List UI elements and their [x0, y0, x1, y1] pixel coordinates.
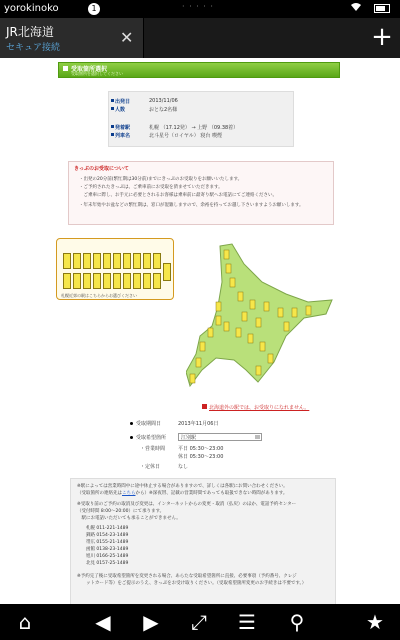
- station-button[interactable]: [63, 273, 71, 289]
- search-icon[interactable]: ⚲: [289, 610, 305, 634]
- station-button[interactable]: [73, 273, 81, 289]
- station-button[interactable]: [83, 253, 91, 269]
- status-username: yorokinoko: [4, 3, 59, 14]
- station-button[interactable]: [123, 253, 131, 269]
- header-marker-icon: [63, 66, 68, 71]
- contact-link[interactable]: こちら: [122, 491, 136, 496]
- pickup-place-row: 受取希望箇所 江別駅: [130, 434, 330, 444]
- bookmark-icon[interactable]: ★: [366, 610, 384, 634]
- bullet-icon: [111, 99, 114, 102]
- sapporo-area-inset[interactable]: [56, 238, 174, 300]
- station-button[interactable]: [113, 253, 121, 269]
- chevron-down-icon: [255, 435, 260, 439]
- station-button[interactable]: [133, 273, 141, 289]
- browser-tab[interactable]: [0, 18, 144, 58]
- bullet-icon: [111, 125, 114, 128]
- station-button-sapporo[interactable]: [163, 263, 171, 281]
- section-title: 受取箇所選択: [71, 66, 108, 73]
- station-button[interactable]: [143, 253, 151, 269]
- station-button[interactable]: [63, 253, 71, 269]
- wifi-icon: [350, 2, 362, 15]
- page-indicator: · · · · ·: [182, 2, 214, 11]
- station-button[interactable]: [83, 273, 91, 289]
- web-page[interactable]: 受取箇所選択 受取箇所を選択してください 出発日 2013/11/06 人数 おとな2名様 発着駅 札幌 （17.12発） → 上野 （09.38着） 列車名 北斗星号（ロイヤル） 寝台 喫煙 きっぷのお受取について ・出発の20分前(繁忙期は30分前)までにきっぷのお受取りをお願いいたします。 ・ご予約されたきっぷは、ご乗車前にお受取を済ませていただきます。 ご乗車に際し、お手元に必要とされるお客様は乗車前に最寄り駅へお電話にてご連絡ください。 ・年末年始やお盆などの繁忙期は、窓口が混雑しますので、余裕を持ってお越し下さいますようお願いします。 札幌近郊の駅はこちらからお選びください 北海道外の駅では、お受取りになれません。 受取期間日 2013年11月06日 受取希望箇所 江別駅 ・営業時間 平日 05:30～23:00 休日 05:30～23:00 ・定休日 なし ※駅によっては営業時間中に途中休止する場合がありますので、詳しくは各駅にお問い合わせください。 （受取箇所の連絡先はこちらから）※深夜帯、記載の営業時間であっても取扱できない時間があります。 ※受取り前のご予約の取消及び変更は、インターネットからの変更・取消（払戻）のほか、電話予約センター （受付時間 8:00～20:00）にて承ります。 駅にお電話いただいても承ることができません。 札幌 011-221-1489 釧路 0154-23-1489 帯広 0155-21-1489 函館 0138-23-1489 旭川 0166-25-1489 北見 0157-25-1489 ※予約完了後に受取希望箇所を変更される場合、あらたな受取希望箇所に直接、必要事項（予約番号、クレジ ットカード等）をご提示のうえ、きっぷをお受け取りください。（受取希望箇所変更のお手続きは不要です。）: [0, 58, 400, 604]
- browser-tab-bar: [0, 18, 400, 58]
- station-button[interactable]: [93, 273, 101, 289]
- section-header: [58, 62, 340, 78]
- pickup-notice: きっぷのお受取について ・出発の20分前(繁忙期は30分前)までにきっぷのお受取りをお願いいたします。 ・ご予約されたきっぷは、ご乗車前にお受取を済ませていただきます。 ご乗車に際し、お手元に必要とされるお客様は乗車前に最寄り駅へお電話にてご連絡ください。 ・年末年始やお盆などの繁忙期は、窓口が混雑しますので、余裕を持ってお越し下さいますようお願いします。: [68, 161, 334, 225]
- navigation-bar: [0, 604, 400, 640]
- station-button[interactable]: [73, 253, 81, 269]
- reservation-info: 出発日 2013/11/06 人数 おとな2名様 発着駅 札幌 （17.12発） → 上野 （09.38着） 列車名 北斗星号（ロイヤル） 寝台 喫煙: [108, 91, 294, 147]
- station-button[interactable]: [93, 253, 101, 269]
- status-bar: [0, 0, 400, 18]
- close-icon[interactable]: ✕: [120, 28, 134, 47]
- pickup-place-select[interactable]: 江別駅: [178, 433, 262, 441]
- bullet-icon: [111, 133, 114, 136]
- forward-icon[interactable]: ▶: [143, 610, 159, 634]
- station-button[interactable]: [153, 273, 161, 289]
- hokkaido-map-shape: [186, 242, 336, 402]
- battery-icon: [374, 4, 390, 13]
- menu-icon[interactable]: ☰: [238, 610, 256, 634]
- station-button[interactable]: [153, 253, 161, 269]
- station-button[interactable]: [143, 273, 151, 289]
- station-button[interactable]: [133, 253, 141, 269]
- section-subtitle: 受取箇所を選択してください: [71, 71, 123, 76]
- outside-hokkaido-note: 北海道外の駅では、お受取りになれません。: [202, 404, 309, 411]
- station-button[interactable]: [103, 253, 111, 269]
- new-tab-button[interactable]: +: [371, 22, 393, 52]
- station-button[interactable]: [113, 273, 121, 289]
- station-button[interactable]: [123, 273, 131, 289]
- notification-badge[interactable]: 1: [88, 3, 100, 15]
- warning-icon: [202, 404, 207, 409]
- home-icon[interactable]: ⌂: [18, 610, 32, 634]
- inset-caption: 札幌近郊の駅はこちらからお選びください: [61, 293, 137, 298]
- back-icon[interactable]: ◀: [95, 610, 111, 634]
- fullscreen-icon[interactable]: ⤢: [191, 610, 207, 634]
- notice-heading: きっぷのお受取について: [74, 166, 129, 172]
- tab-secure-label: セキュア接続: [6, 43, 61, 53]
- tab-title: JR北海道: [6, 25, 54, 39]
- bullet-icon: [130, 436, 133, 439]
- bullet-icon: [111, 107, 114, 110]
- footer-notes: ※駅によっては営業時間中に途中休止する場合がありますので、詳しくは各駅にお問い合わせください。 （受取箇所の連絡先はこちらから）※深夜帯、記載の営業時間であっても取扱できない時間があります。 ※受取り前のご予約の取消及び変更は、インターネットからの変更・取消（払戻）のほか、電話予約センター （受付時間 8:00～20:00）にて承ります。 駅にお電話いただいても承ることができません。 札幌 011-221-1489 釧路 0154-23-1489 帯広 0155-21-1489 函館 0138-23-1489 旭川 0166-25-1489 北見 0157-25-1489 ※予約完了後に受取希望箇所を変更される場合、あらたな受取希望箇所に直接、必要事項（予約番号、クレジ ットカード等）をご提示のうえ、きっぷをお受け取りください。（受取希望箇所変更のお手続きは不要です。）: [70, 478, 336, 604]
- bullet-icon: [130, 422, 133, 425]
- hokkaido-station-map[interactable]: [56, 234, 340, 424]
- station-button[interactable]: [103, 273, 111, 289]
